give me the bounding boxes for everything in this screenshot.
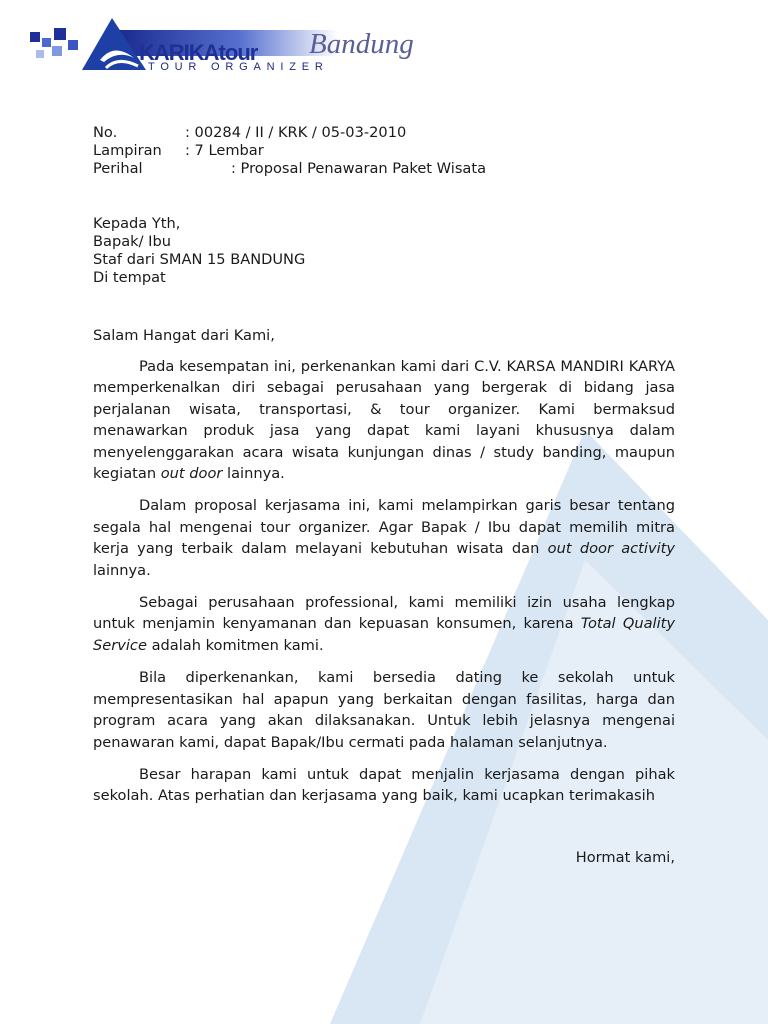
paragraph-professional: Sebagai perusahaan professional, kami memiliki izin usaha lengkap untuk menjamin kenyamanan dan kepuasan konsumen, karena Total Quality Service adalah komitmen kami. bbox=[93, 594, 676, 654]
meta-attachment-label: Lampiran bbox=[93, 142, 162, 159]
greeting: Salam Hangat dari Kami, bbox=[93, 327, 275, 344]
brand-tagline: TOUR ORGANIZER bbox=[148, 61, 329, 73]
recipient-line: Bapak/ Ibu bbox=[93, 233, 171, 250]
recipient-block bbox=[93, 215, 675, 287]
meta-attachment-value: : 7 Lembar bbox=[185, 142, 264, 159]
paragraph-proposal: Dalam proposal kerjasama ini, kami melampirkan garis besar tentang segala hal mengenai tour organizer. Agar Bapak / Ibu dapat memilih mitra kerja yang terbaik dalam melayani kebutuhan wisata dan out door activity lainnya. bbox=[93, 497, 676, 579]
paragraph-closing: Besar harapan kami untuk dapat menjalin kerjasama dengan pihak sekolah. Atas perhatian dan kerjasama yang baik, kami ucapkan terimakasih bbox=[93, 765, 675, 805]
meta-attachment-row bbox=[93, 142, 675, 160]
meta-number-value: : 00284 / II / KRK / 05-03-2010 bbox=[185, 124, 407, 141]
brand-name: KARIKAtour bbox=[139, 40, 258, 65]
meta-number-row bbox=[93, 124, 675, 142]
meta-subject-value: : Proposal Penawaran Paket Wisata bbox=[231, 160, 487, 177]
meta-number-label: No. bbox=[93, 124, 118, 141]
closing-salutation: Hormat kami, bbox=[575, 848, 675, 866]
meta-subject-row bbox=[93, 160, 675, 178]
letter-body bbox=[93, 124, 675, 867]
recipient-line: Staf dari SMAN 15 BANDUNG bbox=[93, 251, 306, 268]
paragraph-intro: Pada kesempatan ini, perkenankan kami dari C.V. KARSA MANDIRI KARYA memperkenalkan diri sebagai perusahaan yang bergerak di bidang jasa perjalanan wisata, transportasi, & tour organizer. Kami bermaksud menawarkan produk jasa yang dapat kami layani khususnya dalam menyelenggarakan acara wisata kunjungan dinas / study banding, maupun kegiatan out door lainnya. bbox=[93, 358, 675, 483]
letterhead bbox=[22, 14, 442, 78]
brand-city: Bandung bbox=[309, 28, 414, 60]
recipient-line: Kepada Yth, bbox=[93, 215, 181, 232]
paragraph-presentation: Bila diperkenankan, kami bersedia dating ke sekolah untuk mempresentasikan hal apapun yang berkaitan dengan fasilitas, harga dan program acara yang akan dilaksanakan. Untuk lebih jelasnya mengenai penawaran kami, dapat Bapak/Ibu cermati pada halaman selanjutnya. bbox=[93, 669, 675, 751]
recipient-line: Di tempat bbox=[93, 269, 166, 286]
meta-subject-label: Perihal bbox=[93, 160, 143, 177]
